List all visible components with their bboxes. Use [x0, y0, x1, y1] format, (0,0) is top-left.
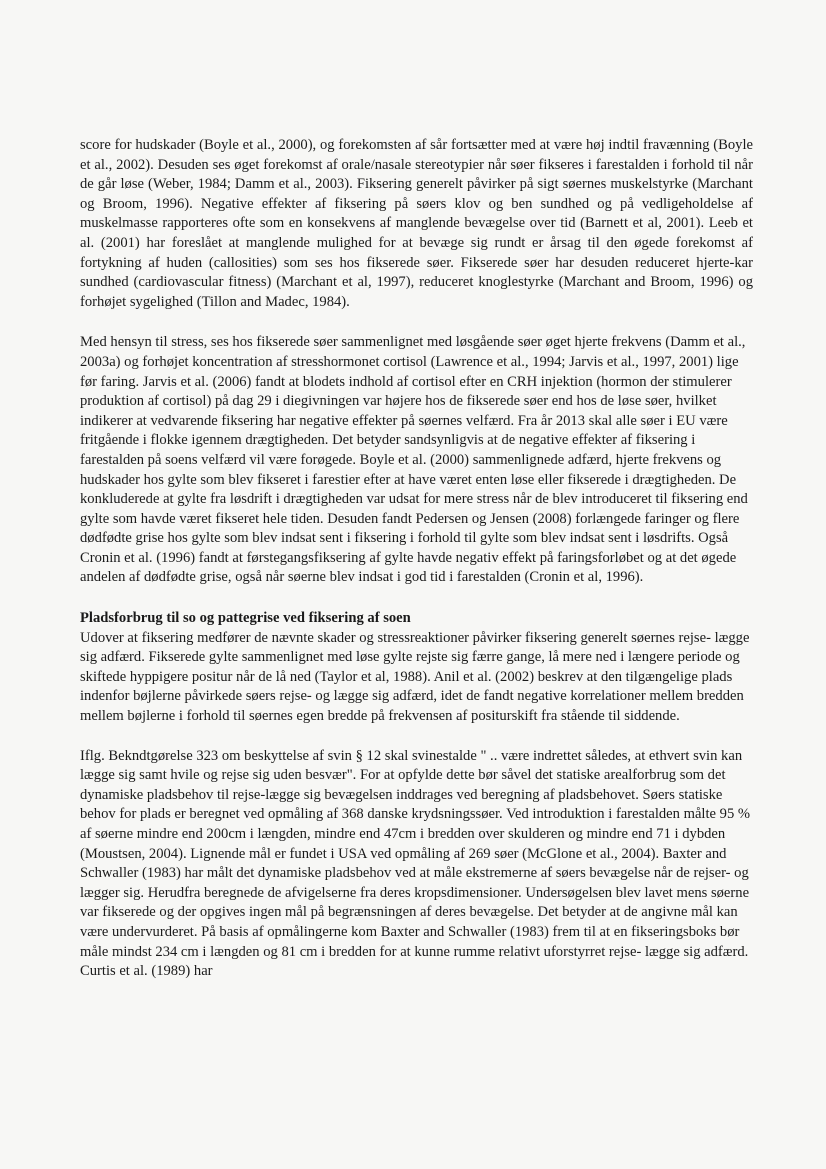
- paragraph-stress: Med hensyn til stress, ses hos fikserede søer sammenlignet med løsgående søer øget hjerte frekvens (Damm et al., 2003a) og forhøjet koncentration af stresshormonet cortisol (Lawrence et al., 1994; Jarvis et al., 1997, 2001) lige før faring. Jarvis et al. (2006) fandt at blodets indhold af cortisol efter en CRH injektion (hormon der stimulerer produktion af cortisol) på dag 29 i diegivningen var højere hos de fikserede søer end hos de løse søer, hvilket indikerer at vedvarende fiksering har negative effekter på søernes velfærd. Fra år 2013 skal alle søer i EU være fritgående i flokke igennem drægtigheden. Det betyder sandsynligvis at de negative effekter af fiksering i farestalden på soens velfærd vil være forøgede. Boyle et al. (2000) sammenlignede adfærd, hjerte frekvens og hudskader hos gylte som blev fikseret i farestier efter at have været enten løse eller fikserede i drægtigheden. De konkluderede at gylte fra løsdrift i drægtigheden var udsat for mere stress når de blev introduceret til fiksering end gylte som havde været fikseret hele tiden. Desuden fandt Pedersen og Jensen (2008) forlængede faringer og flere dødfødte grise hos gylte som blev indsat sent i fiksering i forhold til gylte som blev indsat sent i løsdrifts. Også Cronin et al. (1996) fandt at førstegangsfiksering af gylte havde negativ effekt på faringsforløbet og at det øgede andelen af dødfødte grise, også når søerne blev indsat i god tid i farestalden (Cronin et al, 1996).: [80, 334, 748, 586]
- section-heading: Pladsforbrug til so og pattegrise ved fiksering af soen: [80, 610, 411, 627]
- paragraph-skin-lesions: score for hudskader (Boyle et al., 2000), og forekomsten af sår fortsætter med at være høj indtil fravænning (Boyle et al., 2002). Desuden ses øget forekomst af orale/nasale stereotypier når søer fikseres i farestalden i forhold til når de går løse (Weber, 1984; Damm et al., 2003). Fiksering generelt påvirker på sigt søernes muskelstyrke (Marchant og Broom, 1996). Negative effekter af fiksering på søers klov og ben sundhed og på vedligeholdelse af muskelmasse rapporteres ofte som en konsekvens af manglende bevægelse over tid (Barnett et al, 2001). Leeb et al. (2001) har foreslået at manglende mulighed for at bevæge sig rundt er årsag til den øgede forekomst af fortykning af huden (callosities) som ses hos fikserede søer. Fikserede søer har desuden reduceret hjerte-kar sundhed (cardiovascular fitness) (Marchant et al, 1997), reduceret knoglestyrke (Marchant and Broom, 1996) og forhøjet sygelighed (Tillon and Madec, 1984).: [80, 137, 753, 310]
- document-page: [80, 136, 753, 982]
- paragraph-space-requirements: Iflg. Bekndtgørelse 323 om beskyttelse af svin § 12 skal svinestalde " .. være indrettet således, at ethvert svin kan lægge sig samt hvile og rejse sig uden besvær". For at opfylde dette bør såvel det statiske arealforbrug som det dynamiske pladsbehov til rejse-lægge sig bevægelsen inddrages ved beregning af pladsbehovet. Søers statiske behov for plads er beregnet ved opmåling af 368 danske krydsningssøer. Ved introduktion i farestalden målte 95 % af søerne mindre end 200cm i længden, mindre end 47cm i bredden over skulderen og mindre end 71 i dybden (Moustsen, 2004). Lignende mål er fundet i USA ved opmåling af 269 søer (McGlone et al., 2004). Baxter and Schwaller (1983) har målt det dynamiske pladsbehov ved at måle ekstremerne af søers bevægelse når de rejser- og lægger sig. Herudfra beregnede de afvigelserne fra deres kropsdimensioner. Undersøgelsen blev lavet mens søerne var fikserede og der opgives ingen mål på begrænsningen af deres bevægelse. Det betyder at de angivne mål kan være undervurderet. På basis af opmålingerne kom Baxter and Schwaller (1983) frem til at en fikseringsboks bør måle mindst 234 cm i længden og 81 cm i bredden for at kunne rumme relativt uforstyrret rejse- lægge sig adfærd. Curtis et al. (1989) har: [80, 747, 751, 980]
- paragraph-lying-behaviour: Udover at fiksering medfører de nævnte skader og stressreaktioner påvirker fiksering generelt søernes rejse- lægge sig adfærd. Fikserede gylte sammenlignet med løse gylte rejste sig færre gange, lå mere ned i længere periode og skiftede hyppigere positur når de lå ned (Taylor et al, 1988). Anil et al. (2002) beskrev at den tilgængelige plads indenfor bøjlerne påvirkede søers rejse- og lægge sig adfærd, idet de fandt negative korrelationer mellem bredden mellem bøjlerne i forhold til søernes egen bredde på frekvensen af positurskift fra stående til siddende.: [80, 629, 750, 725]
